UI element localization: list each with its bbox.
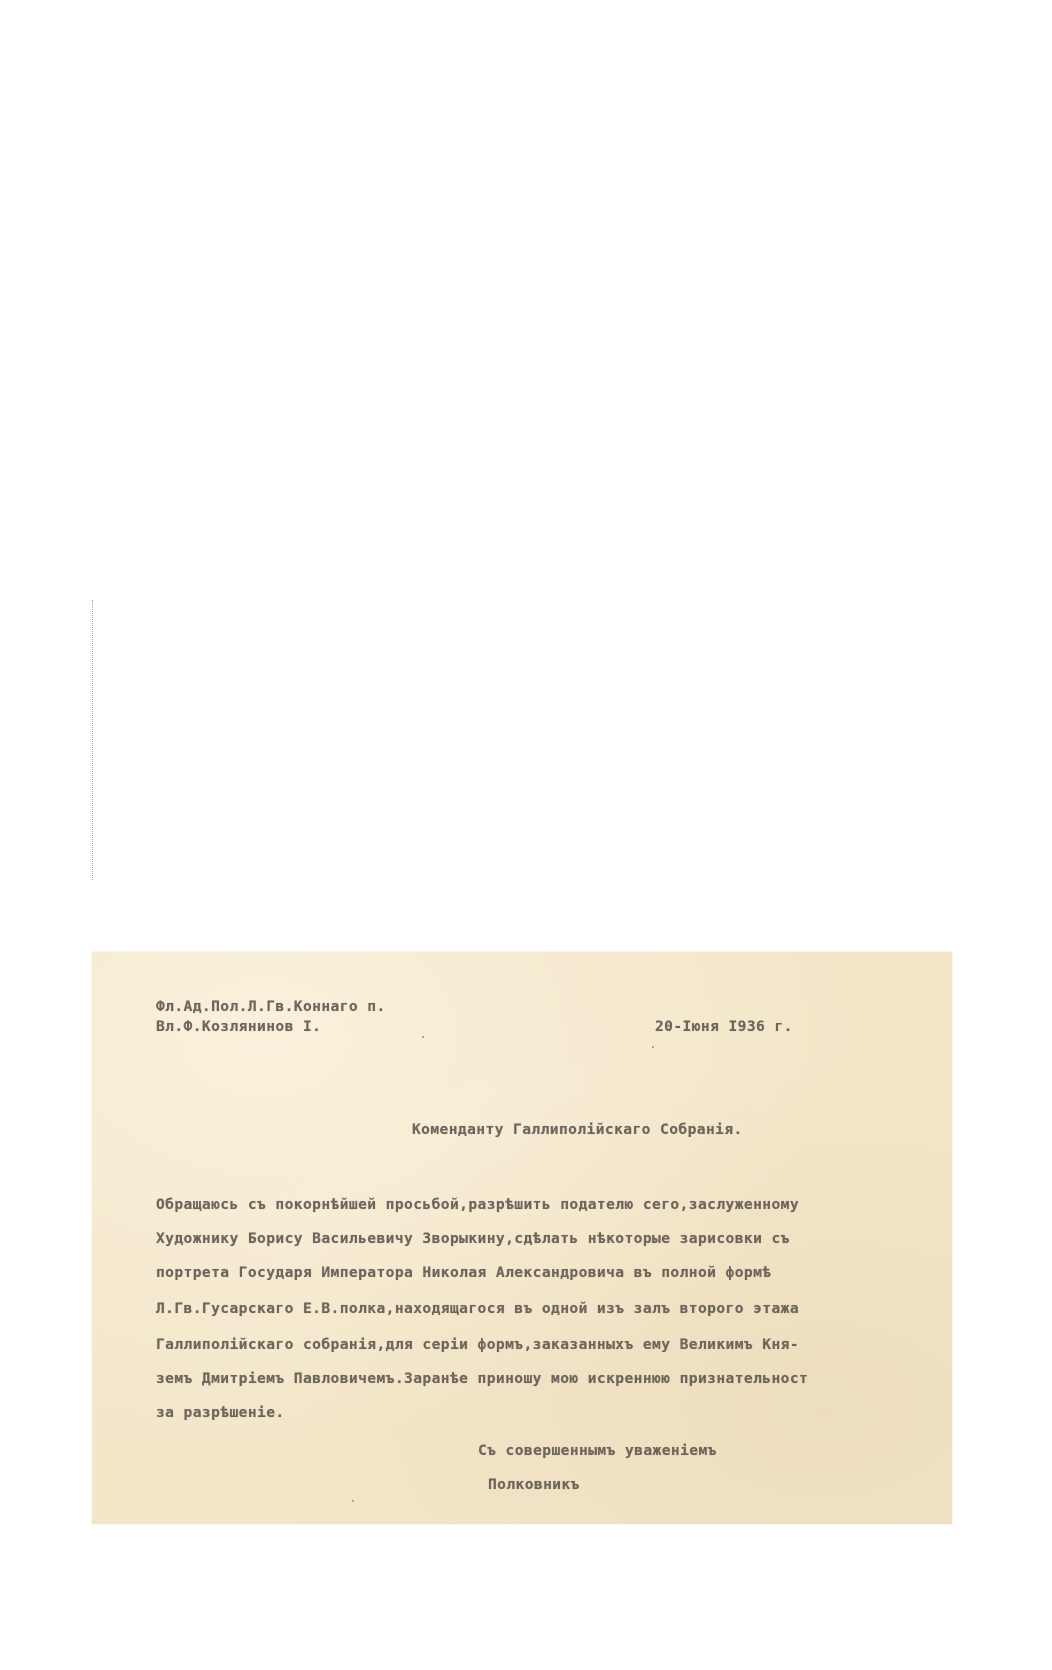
body-line-1: Обращаюсь съ покорнѣйшей просьбой,разрѣшить подателю сего,заслуженному — [156, 1196, 800, 1213]
body-line-2: Художнику Борису Васильевичу Зворыкину,сдѣлать нѣкоторые зарисовки съ — [156, 1230, 790, 1247]
sender-line-2: Вл.Ф.Козлянинов I. — [156, 1018, 322, 1035]
body-line-3: портрета Государя Императора Николая Александровича въ полной формѣ — [156, 1264, 772, 1281]
body-line-4: Л.Гв.Гусарскаго Е.В.полка,находящагося въ одной изъ залъ второго этажа — [156, 1300, 800, 1317]
sender-line-1: Фл.Ад.Пол.Л.Гв.Коннаго п. — [156, 998, 386, 1015]
paper-speck — [352, 1500, 354, 1502]
body-line-6: земъ Дмитріемъ Павловичемъ.Заранѣе приношу мою искреннюю признательност — [156, 1370, 809, 1387]
closing-salutation: Съ совершеннымъ уваженіемъ — [478, 1442, 717, 1459]
letter-date: 20-Іюня I936 г. — [655, 1018, 793, 1035]
body-line-5: Галлиполійскаго собранія,для серіи формъ,заказанныхъ ему Великимъ Кня- — [156, 1336, 800, 1353]
addressee: Коменданту Галлиполійскаго Собранія. — [412, 1121, 743, 1138]
signatory-rank: Полковникъ — [488, 1476, 580, 1493]
paper-speck — [422, 1036, 424, 1038]
typewritten-letter — [92, 952, 952, 1524]
margin-rule — [92, 600, 93, 880]
body-line-7: за разрѣшеніе. — [156, 1404, 285, 1421]
paper-speck — [652, 1046, 654, 1048]
